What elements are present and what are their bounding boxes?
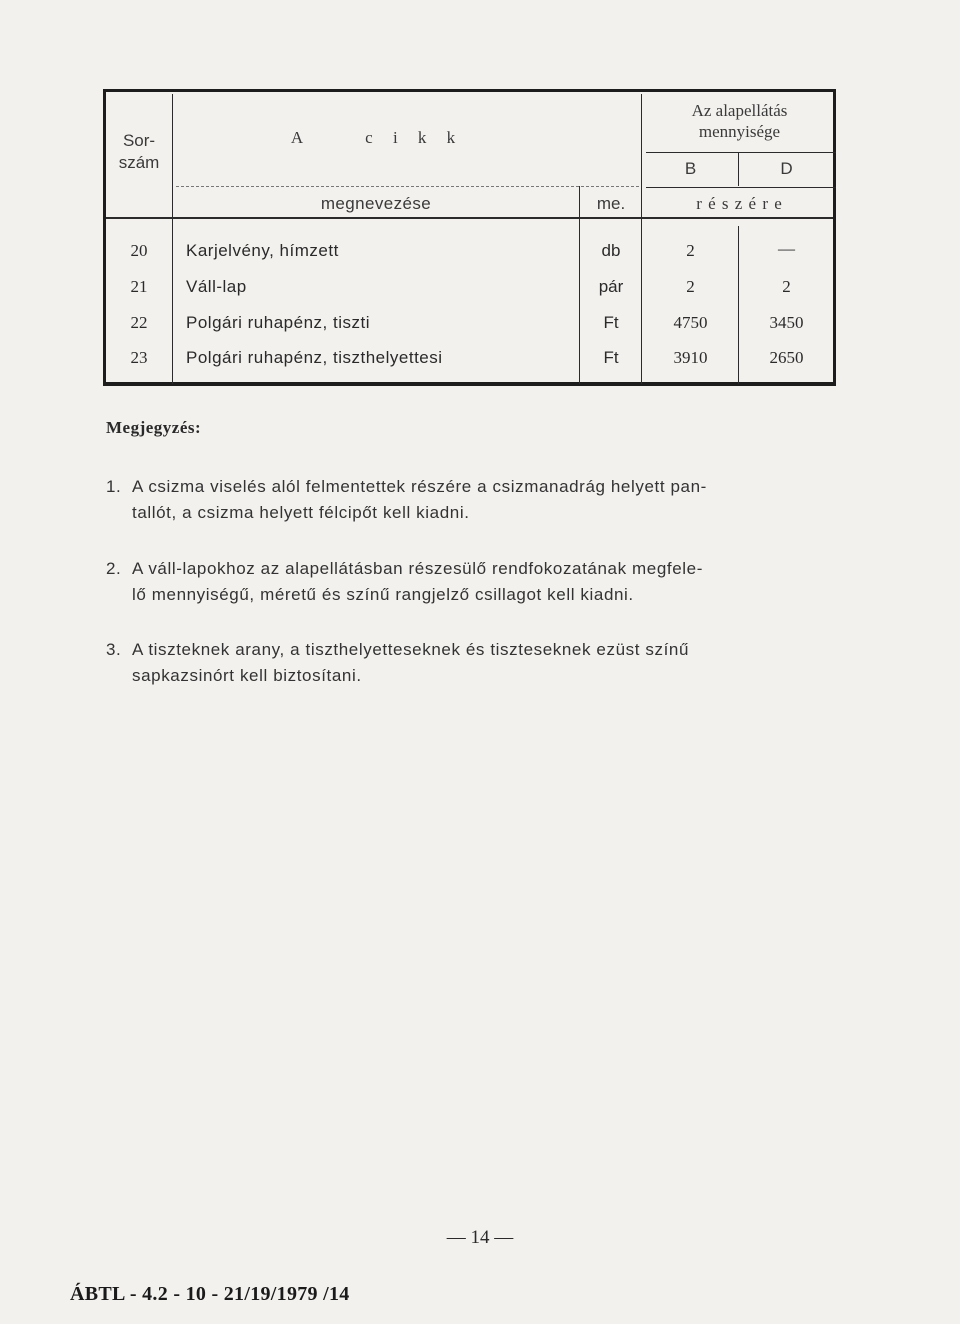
- header-dash-cikk: [176, 186, 639, 187]
- page-number: — 14 —: [446, 1227, 514, 1248]
- note-item: [106, 556, 838, 608]
- row-number: 23: [130, 348, 148, 367]
- row-number: 22: [130, 313, 148, 332]
- row-value-d: 2: [782, 277, 791, 296]
- row-name: Polgári ruhapénz, tiszti: [186, 313, 370, 332]
- row-value-d: 2650: [769, 348, 804, 367]
- row-unit: Ft: [603, 348, 619, 367]
- note-line: A csizma viselés alól felmentettek részére a csizmanadrág helyett pan-: [132, 477, 707, 496]
- row-name: Polgári ruhapénz, tiszthelyettesi: [186, 348, 443, 367]
- row-value-b: 2: [686, 241, 695, 260]
- header-megnevezese: megnevezése: [320, 194, 432, 213]
- row-unit: db: [601, 241, 621, 260]
- col-divider-sorszam: [172, 94, 173, 384]
- note-item: [106, 637, 838, 689]
- header-sorszam: [108, 130, 170, 174]
- note-number: 3.: [106, 640, 122, 659]
- header-sorszam-line1: Sor-: [122, 131, 156, 150]
- header-line-bd: [646, 187, 836, 188]
- header-cikk: A c i k k: [290, 128, 462, 147]
- row-value-b: 3910: [673, 348, 708, 367]
- archive-reference: ÁBTL - 4.2 - 10 - 21/19/1979 /14: [70, 1283, 350, 1305]
- header-sorszam-line2: szám: [118, 153, 160, 172]
- header-reszere: r é s z é r e: [696, 194, 783, 213]
- col-divider-unit: [641, 94, 642, 384]
- note-number: 1.: [106, 477, 122, 496]
- header-col-b: B: [684, 159, 697, 178]
- header-col-d: D: [780, 159, 793, 178]
- row-unit: Ft: [603, 313, 619, 332]
- header-alapellatas-line1: Az alapellátás: [691, 101, 788, 120]
- row-value-d: 3450: [769, 313, 804, 332]
- note-item: [106, 474, 838, 526]
- row-number: 20: [130, 241, 148, 260]
- row-value-b: 2: [686, 277, 695, 296]
- row-value-d: —: [778, 239, 795, 258]
- notes-title: Megjegyzés:: [106, 418, 202, 437]
- note-line: tallót, a csizma helyett félcipőt kell kiadni.: [132, 503, 470, 522]
- row-unit: pár: [598, 277, 624, 296]
- header-alapellatas: [643, 100, 836, 142]
- supply-table: [103, 89, 836, 386]
- header-alapellatas-line2: mennyisége: [698, 122, 781, 141]
- header-line-mennyiseg: [646, 152, 836, 153]
- note-line: sapkazsinórt kell biztosítani.: [132, 666, 362, 685]
- row-number: 21: [130, 277, 148, 296]
- row-name: Karjelvény, hímzett: [186, 241, 339, 260]
- row-name: Váll-lap: [186, 277, 247, 296]
- header-bottom-line: [106, 217, 833, 219]
- header-me: me.: [596, 194, 626, 213]
- note-number: 2.: [106, 559, 122, 578]
- row-value-b: 4750: [673, 313, 708, 332]
- note-line: A tiszteknek arany, a tiszthelyetteseknek és tiszteseknek ezüst színű: [132, 640, 690, 659]
- note-line: lő mennyiségű, méretű és színű rangjelző csillagot kell kiadni.: [132, 585, 634, 604]
- col-divider-name: [579, 186, 580, 384]
- note-line: A váll-lapokhoz az alapellátásban részesülő rendfokozatának megfele-: [132, 559, 703, 578]
